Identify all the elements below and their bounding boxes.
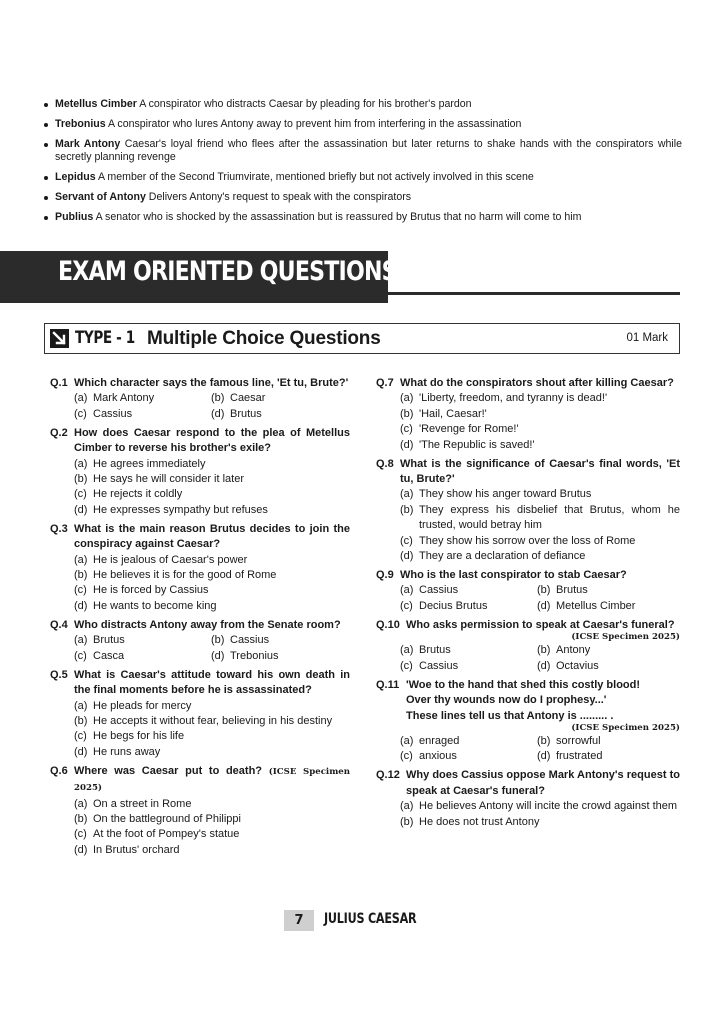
option-item (400, 799, 680, 814)
question-line: Over thy wounds now do I prophesy...' (406, 694, 607, 707)
question-body: What do the conspirators shout after killing Caesar? (400, 377, 674, 389)
option-letter: (a) (400, 734, 414, 747)
options-list (50, 797, 350, 859)
question-body: Who is the last conspirator to stab Caesar? (400, 569, 627, 582)
question-item (376, 457, 680, 565)
option-item (74, 827, 350, 842)
question-number: Q.6 (50, 764, 68, 777)
option-letter: (b) (400, 503, 414, 516)
question-number: Q.7 (376, 377, 394, 389)
option-letter: (c) (400, 534, 413, 547)
character-description: A member of the Second Triumvirate, mentioned briefly but not actively involved in this scene (97, 171, 534, 184)
option-letter: (c) (400, 599, 413, 612)
option-letter: (a) (74, 634, 88, 647)
option-item (74, 633, 211, 648)
option-letter: (c) (400, 423, 413, 436)
option-item (400, 549, 680, 564)
character-name: Trebonius (55, 118, 106, 130)
question-number: Q.5 (50, 668, 68, 681)
type-label: TYPE - 1 (75, 328, 135, 348)
option-text: He believes Antony will incite the crowd against them (419, 800, 678, 813)
option-text: He expresses sympathy but refuses (93, 503, 268, 516)
option-text: Octavius (556, 659, 599, 672)
option-text: On a street in Rome (93, 797, 192, 810)
source-tag: (ICSE Specimen 2025) (571, 632, 680, 643)
arrow-down-right-icon (50, 329, 69, 348)
question-body: Why does Cassius oppose Mark Antony's request to speak at Caesar's funeral? (406, 769, 680, 797)
option-letter: (b) (537, 644, 551, 657)
option-text: He accepts it without fear, believing in his destiny (93, 714, 333, 727)
option-letter: (d) (74, 599, 88, 612)
question-number: Q.3 (50, 522, 68, 535)
question-body: What is the main reason Brutus decides to join the conspiracy against Caesar? (74, 522, 350, 551)
option-text: On the battleground of Philippi (93, 812, 241, 825)
option-item (537, 749, 680, 764)
option-text: Decius Brutus (419, 599, 488, 612)
option-item (74, 583, 350, 598)
option-text: anxious (419, 750, 457, 763)
option-text: frustrated (556, 750, 603, 763)
options-list (50, 699, 350, 761)
option-item (74, 714, 350, 729)
source-tag: (ICSE Specimen 2025) (571, 722, 680, 733)
option-item (74, 729, 350, 744)
question-item (50, 618, 350, 664)
option-letter: (a) (400, 392, 414, 405)
footer-title: JULIUS CAESAR (324, 911, 417, 927)
option-letter: (c) (74, 584, 87, 597)
questions-column-right (376, 376, 680, 830)
option-text: He rejects it coldly (93, 488, 183, 501)
option-letter: (a) (400, 800, 414, 813)
option-item (400, 659, 537, 674)
option-item (211, 633, 350, 648)
question-text (376, 678, 680, 724)
option-item (74, 553, 350, 568)
option-text: He pleads for mercy (93, 699, 192, 712)
option-letter: (b) (211, 634, 225, 647)
option-letter: (a) (400, 584, 414, 597)
option-text: Cassius (419, 659, 459, 672)
option-item (74, 843, 350, 858)
page-number: 7 (284, 910, 314, 931)
character-name: Publius (55, 211, 94, 224)
option-text: Casca (93, 649, 125, 662)
option-text: Caesar (230, 392, 266, 405)
option-item (74, 457, 350, 472)
banner-rule (388, 292, 680, 295)
option-text: He is forced by Cassius (93, 584, 209, 597)
option-text: Mark Antony (93, 392, 155, 405)
character-description: Caesar's loyal friend who flees after the assassination but later returns to shake hands with the conspirators while secretly planning revenge (55, 138, 683, 164)
option-letter: (b) (211, 392, 225, 405)
option-letter: (b) (537, 584, 551, 597)
option-item (537, 734, 680, 749)
option-letter: (d) (74, 503, 88, 516)
option-item (537, 583, 680, 598)
option-text: He runs away (93, 745, 161, 758)
question-number: Q.12 (376, 769, 400, 782)
option-item (537, 599, 680, 614)
options-list (376, 734, 680, 765)
character-name: Mark Antony (55, 138, 121, 150)
option-item (74, 699, 350, 714)
option-item (400, 734, 537, 749)
question-body: What is Caesar's attitude toward his own death in the final moments before he is assassinated? (74, 668, 350, 697)
option-letter: (d) (74, 843, 88, 856)
option-text: He does not trust Antony (419, 815, 540, 828)
option-letter: (b) (400, 815, 414, 828)
option-item (400, 534, 680, 549)
option-text: Cassius (93, 407, 133, 420)
character-item (42, 118, 682, 131)
option-item (74, 407, 211, 422)
option-text: Metellus Cimber (556, 599, 636, 612)
question-line: 'Woe to the hand that shed this costly blood! (406, 678, 641, 691)
option-letter: (b) (537, 734, 551, 747)
option-item (74, 649, 211, 664)
character-item (42, 98, 682, 111)
option-item (74, 487, 350, 502)
question-text (376, 768, 680, 799)
source-tag: (ICSE Specimen 2025) (74, 766, 350, 794)
question-item (50, 668, 350, 760)
character-item (42, 138, 682, 165)
character-name: Metellus Cimber (55, 98, 137, 110)
question-number: Q.1 (50, 377, 68, 389)
question-text (50, 764, 350, 797)
question-body: Who asks permission to speak at Caesar's funeral? (406, 618, 675, 631)
character-description: Delivers Antony's request to speak with the conspirators (148, 191, 412, 204)
questions-column-left (50, 376, 350, 858)
option-item (211, 407, 350, 422)
option-item (400, 749, 537, 764)
option-item (74, 472, 350, 487)
option-letter: (b) (74, 714, 88, 727)
option-text: At the foot of Pompey's statue (93, 828, 240, 841)
option-text: Brutus (419, 644, 451, 657)
option-letter: (b) (400, 407, 414, 420)
options-list (376, 487, 680, 564)
option-item (400, 407, 680, 422)
option-text: They show his sorrow over the loss of Rome (419, 534, 636, 547)
character-list (42, 98, 682, 231)
option-item (400, 643, 537, 658)
option-text: enraged (419, 734, 460, 747)
option-letter: (c) (74, 730, 87, 743)
option-item (400, 438, 680, 453)
question-number: Q.11 (376, 678, 400, 691)
question-text (50, 668, 350, 699)
question-body: Who distracts Antony away from the Senate room? (74, 618, 341, 631)
character-name: Servant of Antony (55, 191, 146, 204)
option-letter: (c) (74, 649, 87, 662)
option-text: In Brutus' orchard (93, 843, 180, 856)
option-item (74, 568, 350, 583)
option-text: He wants to become king (93, 599, 217, 612)
option-item (400, 503, 680, 534)
question-item (376, 678, 680, 765)
option-letter: (c) (400, 659, 413, 672)
option-item (400, 487, 680, 502)
option-text: They are a declaration of defiance (419, 550, 586, 563)
option-item (400, 391, 680, 406)
option-letter: (d) (74, 745, 88, 758)
question-number: Q.4 (50, 618, 68, 631)
option-letter: (c) (74, 407, 87, 420)
options-list (376, 391, 680, 453)
options-list (50, 633, 350, 664)
question-body: Which character says the famous line, 'Et tu, Brute?' (74, 377, 349, 389)
option-letter: (d) (211, 407, 225, 420)
question-item (50, 376, 350, 422)
option-text: sorrowful (556, 734, 601, 747)
option-letter: (a) (74, 392, 88, 405)
option-text: Cassius (419, 584, 459, 597)
options-list (376, 799, 680, 830)
question-item (376, 376, 680, 453)
option-text: Brutus (556, 584, 588, 597)
options-list (50, 391, 350, 422)
option-item (400, 599, 537, 614)
option-letter: (c) (74, 828, 87, 841)
character-name: Lepidus (55, 171, 96, 184)
question-body: Where was Caesar put to death? (74, 764, 263, 777)
options-list (376, 583, 680, 614)
option-text: Trebonius (230, 649, 279, 662)
option-letter: (a) (74, 457, 88, 470)
character-description: A senator who is shocked by the assassination but is reassured by Brutus that no harm will come to him (95, 211, 582, 224)
option-text: Antony (556, 644, 591, 657)
question-text (50, 376, 350, 391)
option-letter: (a) (74, 699, 88, 712)
type-title: Multiple Choice Questions (147, 328, 381, 349)
option-item (74, 745, 350, 760)
question-text (376, 457, 680, 488)
option-item (74, 503, 350, 518)
option-letter: (b) (74, 569, 88, 582)
question-item (50, 426, 350, 518)
character-description: A conspirator who distracts Caesar by pleading for his brother's pardon (139, 98, 472, 110)
character-item (42, 171, 682, 184)
option-item (537, 643, 680, 658)
marks-label: 01 Mark (626, 332, 668, 344)
option-letter: (d) (537, 750, 551, 763)
option-text: 'Hail, Caesar!' (419, 407, 487, 420)
option-item (74, 391, 211, 406)
question-text (376, 376, 680, 391)
option-text: 'The Republic is saved!' (419, 438, 535, 451)
option-text: 'Revenge for Rome!' (419, 423, 519, 436)
options-list (50, 457, 350, 519)
option-item (74, 797, 350, 812)
option-item (400, 583, 537, 598)
character-description: A conspirator who lures Antony away to prevent him from interfering in the assassination (107, 118, 522, 130)
section-title: EXAM ORIENTED QUESTIONS (58, 256, 397, 287)
option-letter: (d) (400, 438, 414, 451)
option-item (537, 659, 680, 674)
option-item (74, 599, 350, 614)
option-letter: (c) (400, 750, 413, 763)
option-letter: (a) (74, 797, 88, 810)
question-item (376, 768, 680, 830)
option-text: Brutus (93, 634, 125, 647)
option-letter: (d) (537, 599, 551, 612)
option-text: He is jealous of Caesar's power (93, 553, 248, 566)
option-text: They show his anger toward Brutus (419, 488, 592, 501)
option-item (400, 815, 680, 830)
option-text: Brutus (230, 407, 262, 420)
question-line: These lines tell us that Antony is ......... . (406, 709, 614, 722)
option-letter: (b) (74, 812, 88, 825)
question-text (50, 426, 350, 457)
question-body: What is the significance of Caesar's final words, 'Et tu, Brute?' (400, 457, 680, 486)
options-list (376, 643, 680, 674)
option-letter: (d) (211, 649, 225, 662)
question-item (50, 522, 350, 614)
question-text (376, 568, 680, 583)
option-text: He says he will consider it later (93, 473, 245, 486)
question-body: How does Caesar respond to the plea of Metellus Cimber to reverse his brother's exile? (74, 426, 350, 455)
option-text: He believes it is for the good of Rome (93, 569, 277, 582)
question-number: Q.10 (376, 618, 400, 631)
option-text: 'Liberty, freedom, and tyranny is dead!' (419, 392, 608, 405)
option-text: Cassius (230, 634, 270, 647)
option-item (74, 812, 350, 827)
option-letter: (d) (537, 659, 551, 672)
option-item (211, 391, 350, 406)
question-item (50, 764, 350, 858)
option-text: He begs for his life (93, 730, 185, 743)
option-letter: (a) (74, 553, 88, 566)
options-list (50, 553, 350, 615)
question-type-header (44, 323, 680, 354)
question-number: Q.8 (376, 457, 394, 470)
question-number: Q.2 (50, 426, 68, 439)
question-text (50, 618, 350, 633)
option-letter: (b) (74, 473, 88, 486)
option-letter: (c) (74, 488, 87, 501)
character-item (42, 211, 682, 224)
question-number: Q.9 (376, 569, 394, 582)
character-item (42, 191, 682, 204)
question-item (376, 618, 680, 674)
option-letter: (d) (400, 550, 414, 563)
option-item (400, 422, 680, 437)
question-text (50, 522, 350, 553)
option-text: They express his disbelief that Brutus, whom he trusted, would betray him (419, 503, 680, 532)
question-item (376, 568, 680, 614)
option-letter: (a) (400, 644, 414, 657)
option-letter: (a) (400, 488, 414, 501)
option-item (211, 649, 350, 664)
question-text (376, 618, 680, 633)
option-text: He agrees immediately (93, 457, 206, 470)
